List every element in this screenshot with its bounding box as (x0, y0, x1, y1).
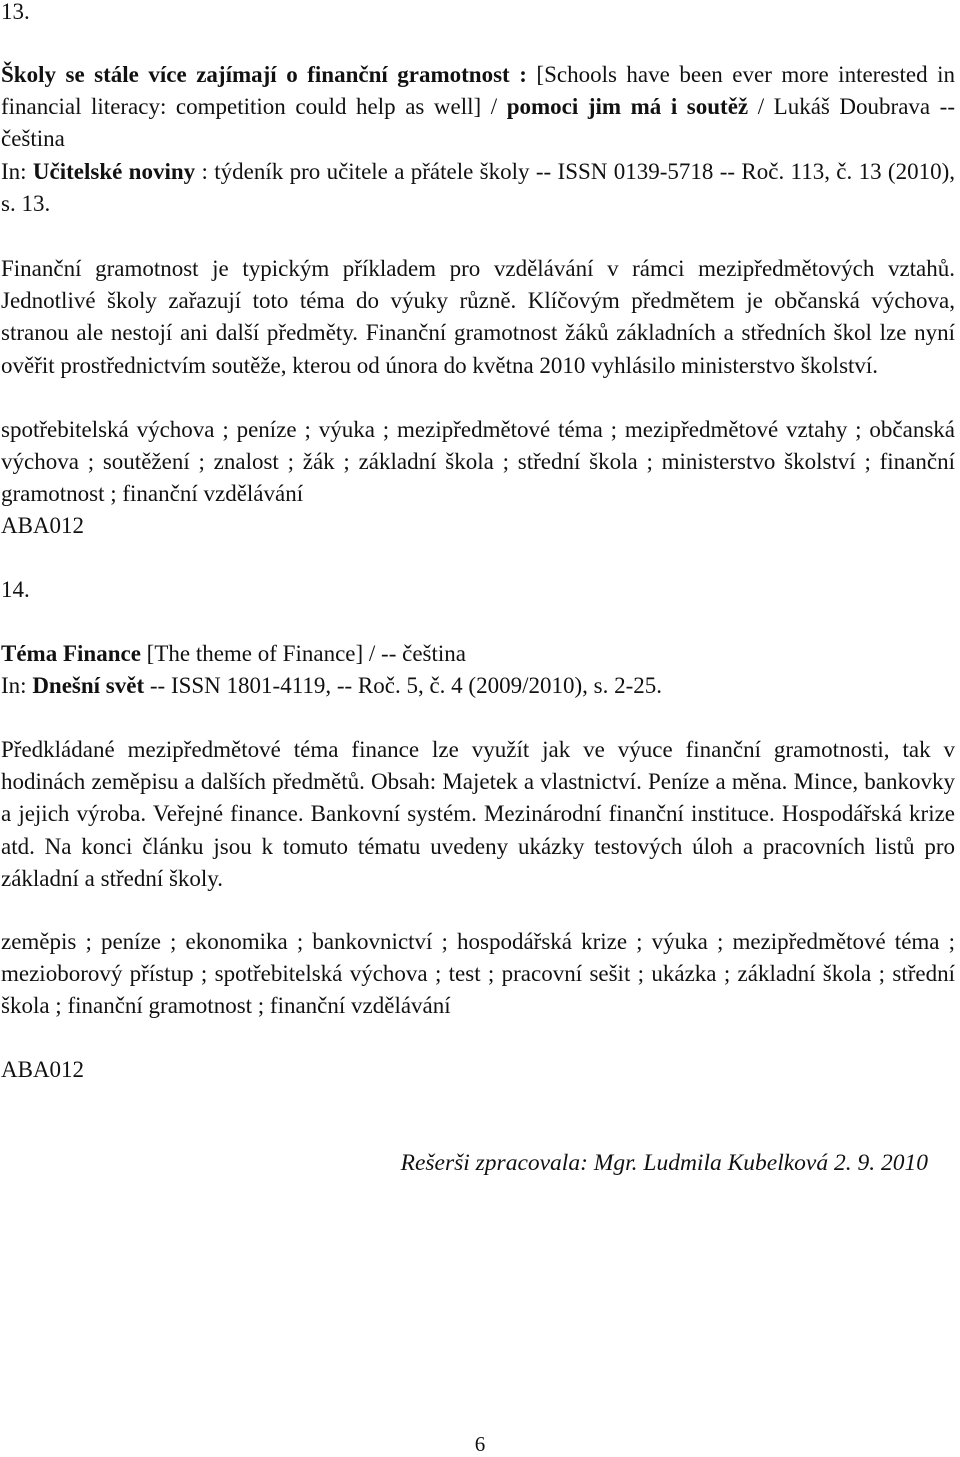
entry-title (1, 638, 955, 702)
title-bold: Školy se stále více zajímají o finanční gramotnost : (1, 62, 527, 87)
title-rest: [The theme of Finance] / -- čeština (140, 641, 466, 666)
source-details: : týdeník pro učitele a přátele školy -- ISSN 0139-5718 -- Roč. 113, č. 13 (2010), s. 13. (1, 158, 956, 216)
title-rest: [Schools have been ever more interested in financial literacy: competition could help as well] / (1, 62, 955, 120)
author: / Lukáš Doubrava -- čeština (1, 94, 955, 152)
source-prefix: In: (1, 673, 33, 699)
entry-abstract: Finanční gramotnost je typickým příkladem pro vzdělávání v rámci mezipředmětových vztahů. Jednotlivé školy zařazují toto téma do výuky různě. Klíčovým předmětem je občanská výchova, stranou ale nestojí ani další předměty. Finanční gramotnost žáků základních a středních škol lze nyní ověřit prostřednictvím soutěže, kterou od února do května 2010 vyhlásilo ministerstvo školství. (1, 256, 955, 378)
title-bold: Téma Finance (1, 641, 141, 666)
entry-keywords: zeměpis ; peníze ; ekonomika ; bankovnictví ; hospodářská krize ; výuka ; mezipředmětové téma ; mezioborový přístup ; spotřebitelská výchova ; test ; pracovní sešit ; ukázka ; základní škola ; střední škola ; finanční gramotnost ; finanční vzdělávání (1, 929, 955, 1019)
entry-abstract: Předkládané mezipředmětové téma finance lze využít jak ve výuce finanční gramotnosti, tak v hodinách zeměpisu a dalších předmětů. Obsah: Majetek a vlastnictví. Peníze a měna. Mince, bankovky a jejich výroba. Veřejné finance. Bankovní systém. Mezinárodní finanční instituce. Hospodářská krize atd. Na konci článku jsou k tomuto tématu uvedeny ukázky testových úloh a pracovních listů pro základní a střední školy. (1, 737, 955, 891)
source-prefix: In: (1, 158, 33, 184)
entry-number: 14. (1, 577, 30, 602)
source-details: -- ISSN 1801-4119, -- Roč. 5, č. 4 (2009/2010), s. 2-25. (144, 673, 662, 699)
entry-code: ABA012 (1, 1057, 85, 1082)
source-title: Dnešní svět (32, 673, 145, 699)
entry-code: ABA012 (1, 513, 85, 538)
subtitle-bold: pomoci jim má i soutěž (506, 94, 749, 120)
entry-keywords: spotřebitelská výchova ; peníze ; výuka ; mezipředmětové téma ; mezipředmětové vztahy ; občanská výchova ; soutěžení ; znalost ; žák ; základní škola ; střední škola ; ministerstvo školství ; finanční gramotnost ; finanční vzdělávání (1, 417, 955, 507)
entry-number: 13. (1, 0, 30, 24)
signature: Rešerši zpracovala: Mgr. Ludmila Kubelková 2. 9. 2010 (400, 1150, 928, 1176)
source-title: Učitelské noviny (32, 158, 196, 184)
page-number: 6 (474, 1432, 486, 1456)
entry-title (1, 59, 955, 220)
